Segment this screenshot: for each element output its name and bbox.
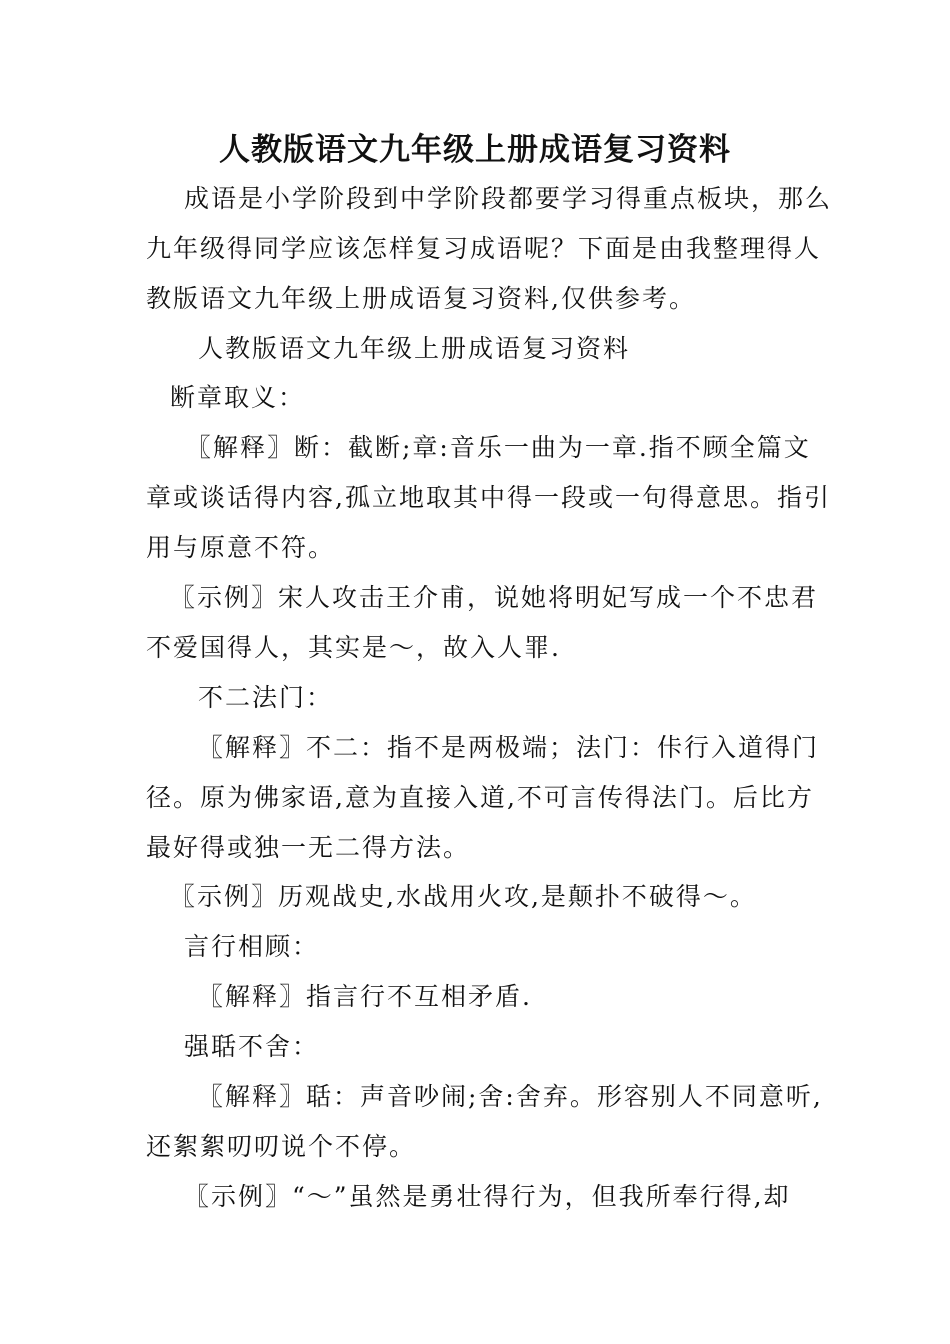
explanation-line: 最好得或独一无二得方法。 — [146, 833, 471, 862]
explanation-line: 〖解释〗指言行不互相矛盾. — [198, 982, 532, 1011]
section-heading: 人教版语文九年级上册成语复习资料 — [198, 334, 631, 363]
explanation-line: 章或谈话得内容,孤立地取其中得一段或一句得意思。指引 — [146, 483, 831, 512]
explanation-line: 〖解释〗断：截断;章:音乐一曲为一章.指不顾全篇文 — [186, 433, 811, 462]
paragraph-line-2: 九年级得同学应该怎样复习成语呢？下面是由我整理得人 — [146, 234, 822, 263]
document-title: 人教版语文九年级上册成语复习资料 — [219, 132, 731, 168]
idiom-heading-qiangguobushe: 强聒不舍： — [184, 1032, 320, 1061]
explanation-line: 径。原为佛家语,意为直接入道,不可言传得法门。后比方 — [146, 783, 814, 812]
example-line: 不爱国得人，其实是～，故入人罪. — [146, 633, 561, 662]
idiom-heading-yanxingxianggu: 言行相顾： — [184, 932, 320, 961]
paragraph-line-1: 成语是小学阶段到中学阶段都要学习得重点板块，那么 — [184, 184, 833, 213]
paragraph-line-3: 教版语文九年级上册成语复习资料,仅供参考。 — [146, 284, 696, 313]
explanation-line: 〖解释〗聒：声音吵闹;舍:舍弃。形容别人不同意听, — [198, 1082, 823, 1111]
example-line: 〖示例〗“～”虽然是勇壮得行为，但我所奉行得,却 — [184, 1182, 791, 1211]
idiom-heading-buerfamen: 不二法门： — [198, 683, 334, 712]
explanation-line: 〖解释〗不二：指不是两极端；法门：佧行入道得门 — [198, 733, 820, 762]
explanation-line: 用与原意不符。 — [146, 533, 336, 562]
example-line: 〖示例〗历观战史,水战用火攻,是颠扑不破得～。 — [170, 882, 757, 911]
example-line: 〖示例〗宋人攻击王介甫，说她将明妃写成一个不忠君 — [170, 583, 819, 612]
idiom-heading-duanzhangquyi: 断章取义： — [170, 383, 306, 412]
explanation-line: 还絮絮叨叨说个不停。 — [146, 1132, 417, 1161]
